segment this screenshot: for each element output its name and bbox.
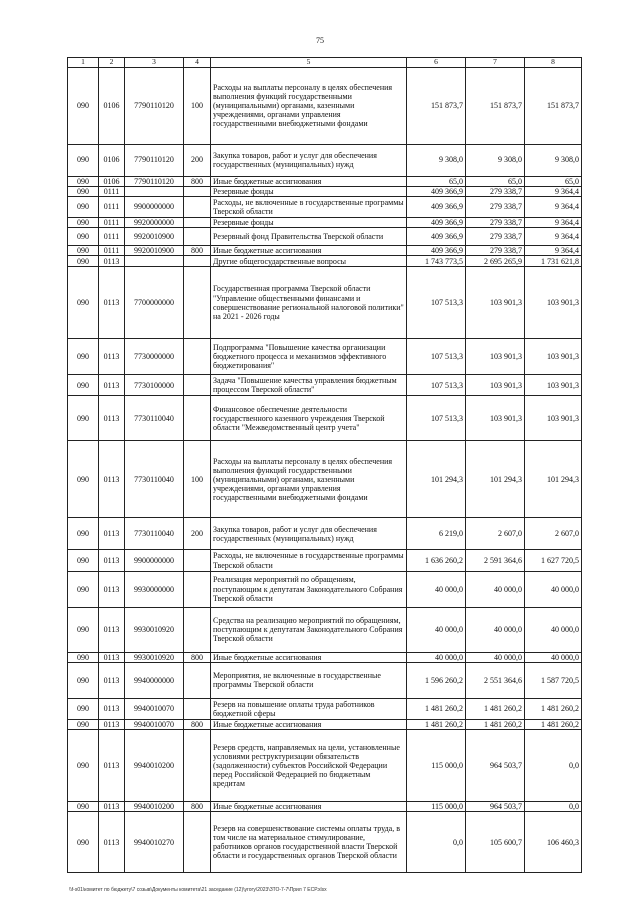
target-article-cell: 9940010270: [125, 812, 184, 873]
table-row: [68, 441, 582, 518]
item-name-cell: Другие общегосударственные вопросы: [211, 256, 407, 267]
amount-year-2-cell: 2 607,0: [466, 518, 525, 550]
target-article-cell: 9930010920: [125, 652, 184, 662]
item-name-cell: Резервные фонды: [211, 186, 407, 196]
amount-year-2-cell: 279 338,7: [466, 217, 525, 227]
section-code-cell: 0113: [99, 267, 125, 339]
expense-type-cell: [184, 375, 211, 396]
gr-code-cell: 090: [68, 246, 99, 256]
section-code-cell: 0113: [99, 396, 125, 441]
target-article-cell: 7730100000: [125, 375, 184, 396]
expense-type-cell: 200: [184, 144, 211, 176]
amount-year-2-cell: 279 338,7: [466, 246, 525, 256]
amount-year-1-cell: 1 481 260,2: [407, 719, 466, 729]
amount-year-3-cell: 9 308,0: [525, 144, 582, 176]
item-name-cell: Резервные фонды: [211, 217, 407, 227]
column-number-row: [68, 58, 582, 68]
section-code-cell: 0113: [99, 571, 125, 607]
gr-code-cell: 090: [68, 339, 99, 375]
target-article-cell: 9920010900: [125, 228, 184, 246]
item-name-cell: Расходы на выплаты персоналу в целях обеспечения выполнения функций государственными (муниципальными) органами, казенными учреждениями, органами управления государственными внебюджетными фондами: [211, 67, 407, 144]
column-number: 7: [466, 58, 525, 68]
column-number: 5: [211, 58, 407, 68]
target-article-cell: 9900000000: [125, 550, 184, 571]
section-code-cell: 0113: [99, 375, 125, 396]
item-name-cell: Резервный фонд Правительства Тверской области: [211, 228, 407, 246]
amount-year-1-cell: 409 366,9: [407, 186, 466, 196]
target-article-cell: 7730110040: [125, 441, 184, 518]
amount-year-1-cell: 1 636 260,2: [407, 550, 466, 571]
amount-year-2-cell: 279 338,7: [466, 228, 525, 246]
amount-year-1-cell: 409 366,9: [407, 228, 466, 246]
gr-code-cell: 090: [68, 518, 99, 550]
table-row: [68, 730, 582, 802]
item-name-cell: Подпрограмма "Повышение качества организации бюджетного процесса и механизмов эффективного бюджетирования": [211, 339, 407, 375]
target-article-cell: 9940010200: [125, 730, 184, 802]
table-row: [68, 652, 582, 662]
item-name-cell: Расходы на выплаты персоналу в целях обеспечения выполнения функций государственными (муниципальными) органами, казенными учреждениями, органами управления государственными внебюджетными фондами: [211, 441, 407, 518]
amount-year-1-cell: 107 513,3: [407, 339, 466, 375]
file-path-footer: \\f-s01\комитет по бюджету\7 созыв\Документы комитета\21 заседание (12)\угогу\2023\ЗТО-7-7\Прил 7 ЕСР.xlsx: [69, 887, 327, 893]
target-article-cell: 9940000000: [125, 662, 184, 698]
table-row: [68, 176, 582, 186]
amount-year-3-cell: 101 294,3: [525, 441, 582, 518]
amount-year-2-cell: 1 481 260,2: [466, 698, 525, 719]
amount-year-1-cell: 107 513,3: [407, 375, 466, 396]
amount-year-1-cell: 409 366,9: [407, 196, 466, 217]
amount-year-2-cell: 40 000,0: [466, 571, 525, 607]
amount-year-1-cell: 115 000,0: [407, 730, 466, 802]
amount-year-2-cell: 40 000,0: [466, 607, 525, 652]
expense-type-cell: 800: [184, 246, 211, 256]
amount-year-3-cell: 103 901,3: [525, 396, 582, 441]
gr-code-cell: 090: [68, 550, 99, 571]
amount-year-2-cell: 9 308,0: [466, 144, 525, 176]
expense-type-cell: 800: [184, 802, 211, 812]
gr-code-cell: 090: [68, 186, 99, 196]
gr-code-cell: 090: [68, 719, 99, 729]
amount-year-1-cell: 40 000,0: [407, 652, 466, 662]
amount-year-3-cell: 103 901,3: [525, 339, 582, 375]
section-code-cell: 0113: [99, 441, 125, 518]
table-row: [68, 550, 582, 571]
amount-year-1-cell: 65,0: [407, 176, 466, 186]
section-code-cell: 0113: [99, 698, 125, 719]
gr-code-cell: 090: [68, 607, 99, 652]
target-article-cell: 9930000000: [125, 571, 184, 607]
amount-year-3-cell: 9 364,4: [525, 228, 582, 246]
section-code-cell: 0113: [99, 518, 125, 550]
expense-type-cell: 100: [184, 441, 211, 518]
amount-year-2-cell: 279 338,7: [466, 186, 525, 196]
amount-year-2-cell: 1 481 260,2: [466, 719, 525, 729]
amount-year-3-cell: 1 627 720,5: [525, 550, 582, 571]
target-article-cell: 9900000000: [125, 196, 184, 217]
amount-year-1-cell: 101 294,3: [407, 441, 466, 518]
expense-type-cell: 800: [184, 652, 211, 662]
page-number: 75: [316, 36, 324, 45]
gr-code-cell: 090: [68, 256, 99, 267]
expense-type-cell: [184, 256, 211, 267]
amount-year-1-cell: 0,0: [407, 812, 466, 873]
target-article-cell: 9940010070: [125, 719, 184, 729]
item-name-cell: Иные бюджетные ассигнования: [211, 802, 407, 812]
gr-code-cell: 090: [68, 196, 99, 217]
item-name-cell: Иные бюджетные ассигнования: [211, 176, 407, 186]
gr-code-cell: 090: [68, 812, 99, 873]
column-number: 6: [407, 58, 466, 68]
amount-year-1-cell: 40 000,0: [407, 571, 466, 607]
amount-year-2-cell: 2 695 265,9: [466, 256, 525, 267]
section-code-cell: 0113: [99, 607, 125, 652]
expense-type-cell: 100: [184, 67, 211, 144]
amount-year-1-cell: 115 000,0: [407, 802, 466, 812]
amount-year-2-cell: 103 901,3: [466, 375, 525, 396]
amount-year-3-cell: 103 901,3: [525, 375, 582, 396]
amount-year-2-cell: 151 873,7: [466, 67, 525, 144]
expense-type-cell: [184, 698, 211, 719]
gr-code-cell: 090: [68, 396, 99, 441]
amount-year-2-cell: 103 901,3: [466, 267, 525, 339]
target-article-cell: 9940010200: [125, 802, 184, 812]
amount-year-1-cell: 409 366,9: [407, 217, 466, 227]
item-name-cell: Реализация мероприятий по обращениям, поступающим к депутатам Законодательного Собрания Тверской области: [211, 571, 407, 607]
gr-code-cell: 090: [68, 67, 99, 144]
section-code-cell: 0113: [99, 719, 125, 729]
amount-year-3-cell: 9 364,4: [525, 196, 582, 217]
amount-year-3-cell: 9 364,4: [525, 186, 582, 196]
amount-year-1-cell: 151 873,7: [407, 67, 466, 144]
amount-year-3-cell: 40 000,0: [525, 607, 582, 652]
amount-year-2-cell: 105 600,7: [466, 812, 525, 873]
gr-code-cell: 090: [68, 662, 99, 698]
expense-type-cell: [184, 339, 211, 375]
table-row: [68, 396, 582, 441]
amount-year-3-cell: 0,0: [525, 802, 582, 812]
table-row: [68, 607, 582, 652]
table-row: [68, 518, 582, 550]
item-name-cell: Резерв на повышение оплаты труда работников бюджетной сферы: [211, 698, 407, 719]
gr-code-cell: 090: [68, 267, 99, 339]
target-article-cell: 9940010070: [125, 698, 184, 719]
amount-year-2-cell: 65,0: [466, 176, 525, 186]
table-row: [68, 802, 582, 812]
table-row: [68, 719, 582, 729]
gr-code-cell: 090: [68, 730, 99, 802]
target-article-cell: 7730110040: [125, 396, 184, 441]
item-name-cell: Финансовое обеспечение деятельности государственного казенного учреждения Тверской области "Межведомственный центр учета": [211, 396, 407, 441]
section-code-cell: 0111: [99, 186, 125, 196]
table-row: [68, 662, 582, 698]
target-article-cell: 7730110040: [125, 518, 184, 550]
target-article-cell: 7700000000: [125, 267, 184, 339]
section-code-cell: 0113: [99, 812, 125, 873]
amount-year-3-cell: 1 731 621,8: [525, 256, 582, 267]
amount-year-1-cell: 6 219,0: [407, 518, 466, 550]
amount-year-3-cell: 9 364,4: [525, 246, 582, 256]
section-code-cell: 0111: [99, 196, 125, 217]
target-article-cell: 9930010920: [125, 607, 184, 652]
table-row: [68, 571, 582, 607]
expense-type-cell: [184, 730, 211, 802]
expense-type-cell: [184, 217, 211, 227]
amount-year-3-cell: 106 460,3: [525, 812, 582, 873]
column-number: 8: [525, 58, 582, 68]
amount-year-2-cell: 279 338,7: [466, 196, 525, 217]
column-number: 1: [68, 58, 99, 68]
amount-year-2-cell: 964 503,7: [466, 802, 525, 812]
column-number: 4: [184, 58, 211, 68]
target-article-cell: [125, 256, 184, 267]
gr-code-cell: 090: [68, 375, 99, 396]
amount-year-3-cell: 9 364,4: [525, 217, 582, 227]
item-name-cell: Закупка товаров, работ и услуг для обеспечения государственных (муниципальных) нужд: [211, 144, 407, 176]
amount-year-2-cell: 101 294,3: [466, 441, 525, 518]
table-row: [68, 375, 582, 396]
expense-type-cell: [184, 228, 211, 246]
item-name-cell: Иные бюджетные ассигнования: [211, 652, 407, 662]
table-row: [68, 196, 582, 217]
column-number: 3: [125, 58, 184, 68]
amount-year-3-cell: 65,0: [525, 176, 582, 186]
amount-year-3-cell: 40 000,0: [525, 571, 582, 607]
table-row: [68, 67, 582, 144]
section-code-cell: 0111: [99, 228, 125, 246]
amount-year-1-cell: 1 596 260,2: [407, 662, 466, 698]
table-row: [68, 228, 582, 246]
section-code-cell: 0106: [99, 176, 125, 186]
amount-year-3-cell: 40 000,0: [525, 652, 582, 662]
item-name-cell: Резерв средств, направляемых на цели, установленные условиями реструктуризации обязательств (задолженности) субъектов Российской Федерации перед Российской Федерацией по бюджетным кредитам: [211, 730, 407, 802]
item-name-cell: Задача "Повышение качества управления бюджетным процессом Тверской области": [211, 375, 407, 396]
budget-table: [67, 57, 582, 873]
item-name-cell: Иные бюджетные ассигнования: [211, 719, 407, 729]
expense-type-cell: [184, 196, 211, 217]
amount-year-3-cell: 1 481 260,2: [525, 698, 582, 719]
gr-code-cell: 090: [68, 176, 99, 186]
target-article-cell: 7790110120: [125, 144, 184, 176]
amount-year-1-cell: 1 743 773,5: [407, 256, 466, 267]
table-row: [68, 698, 582, 719]
section-code-cell: 0113: [99, 652, 125, 662]
amount-year-2-cell: 2 591 364,6: [466, 550, 525, 571]
table-row: [68, 186, 582, 196]
gr-code-cell: 090: [68, 802, 99, 812]
target-article-cell: 9920000000: [125, 217, 184, 227]
table-row: [68, 339, 582, 375]
item-name-cell: Расходы, не включенные в государственные программы Тверской области: [211, 196, 407, 217]
amount-year-3-cell: 0,0: [525, 730, 582, 802]
expense-type-cell: [184, 267, 211, 339]
expense-type-cell: [184, 186, 211, 196]
table-row: [68, 256, 582, 267]
table-row: [68, 267, 582, 339]
item-name-cell: Средства на реализацию мероприятий по обращениям, поступающим к депутатам Законодательного Собрания Тверской области: [211, 607, 407, 652]
amount-year-1-cell: 1 481 260,2: [407, 698, 466, 719]
section-code-cell: 0113: [99, 550, 125, 571]
table-row: [68, 217, 582, 227]
amount-year-2-cell: 103 901,3: [466, 339, 525, 375]
amount-year-2-cell: 964 503,7: [466, 730, 525, 802]
gr-code-cell: 090: [68, 228, 99, 246]
expense-type-cell: [184, 550, 211, 571]
item-name-cell: Иные бюджетные ассигнования: [211, 246, 407, 256]
amount-year-2-cell: 2 551 364,6: [466, 662, 525, 698]
expense-type-cell: 800: [184, 176, 211, 186]
amount-year-3-cell: 2 607,0: [525, 518, 582, 550]
gr-code-cell: 090: [68, 571, 99, 607]
gr-code-cell: 090: [68, 652, 99, 662]
target-article-cell: [125, 186, 184, 196]
section-code-cell: 0111: [99, 246, 125, 256]
section-code-cell: 0113: [99, 662, 125, 698]
target-article-cell: 7730000000: [125, 339, 184, 375]
table-row: [68, 246, 582, 256]
item-name-cell: Закупка товаров, работ и услуг для обеспечения государственных (муниципальных) нужд: [211, 518, 407, 550]
expense-type-cell: [184, 396, 211, 441]
section-code-cell: 0113: [99, 256, 125, 267]
table-row: [68, 144, 582, 176]
target-article-cell: 7790110120: [125, 176, 184, 186]
target-article-cell: 7790110120: [125, 67, 184, 144]
amount-year-1-cell: 40 000,0: [407, 607, 466, 652]
expense-type-cell: 800: [184, 719, 211, 729]
expense-type-cell: [184, 607, 211, 652]
section-code-cell: 0106: [99, 144, 125, 176]
section-code-cell: 0113: [99, 339, 125, 375]
amount-year-1-cell: 9 308,0: [407, 144, 466, 176]
expense-type-cell: [184, 571, 211, 607]
amount-year-3-cell: 1 481 260,2: [525, 719, 582, 729]
amount-year-3-cell: 1 587 720,5: [525, 662, 582, 698]
amount-year-3-cell: 151 873,7: [525, 67, 582, 144]
section-code-cell: 0113: [99, 730, 125, 802]
target-article-cell: 9920010900: [125, 246, 184, 256]
amount-year-2-cell: 103 901,3: [466, 396, 525, 441]
amount-year-1-cell: 409 366,9: [407, 246, 466, 256]
gr-code-cell: 090: [68, 217, 99, 227]
expense-type-cell: [184, 812, 211, 873]
expense-type-cell: [184, 662, 211, 698]
item-name-cell: Резерв на совершенствование системы оплаты труда, в том числе на материальное стимулирование, работников органов государственной власти Тверской области и государственных органов Тверской области: [211, 812, 407, 873]
item-name-cell: Расходы, не включенные в государственные программы Тверской области: [211, 550, 407, 571]
section-code-cell: 0106: [99, 67, 125, 144]
amount-year-3-cell: 103 901,3: [525, 267, 582, 339]
column-number: 2: [99, 58, 125, 68]
gr-code-cell: 090: [68, 144, 99, 176]
amount-year-1-cell: 107 513,3: [407, 396, 466, 441]
item-name-cell: Государственная программа Тверской области "Управление общественными финансами и совершенствование региональной налоговой политики" на 2021 - 2026 годы: [211, 267, 407, 339]
section-code-cell: 0111: [99, 217, 125, 227]
amount-year-2-cell: 40 000,0: [466, 652, 525, 662]
amount-year-1-cell: 107 513,3: [407, 267, 466, 339]
gr-code-cell: 090: [68, 441, 99, 518]
section-code-cell: 0113: [99, 802, 125, 812]
gr-code-cell: 090: [68, 698, 99, 719]
item-name-cell: Мероприятия, не включенные в государственные программы Тверской области: [211, 662, 407, 698]
table-row: [68, 812, 582, 873]
expense-type-cell: 200: [184, 518, 211, 550]
